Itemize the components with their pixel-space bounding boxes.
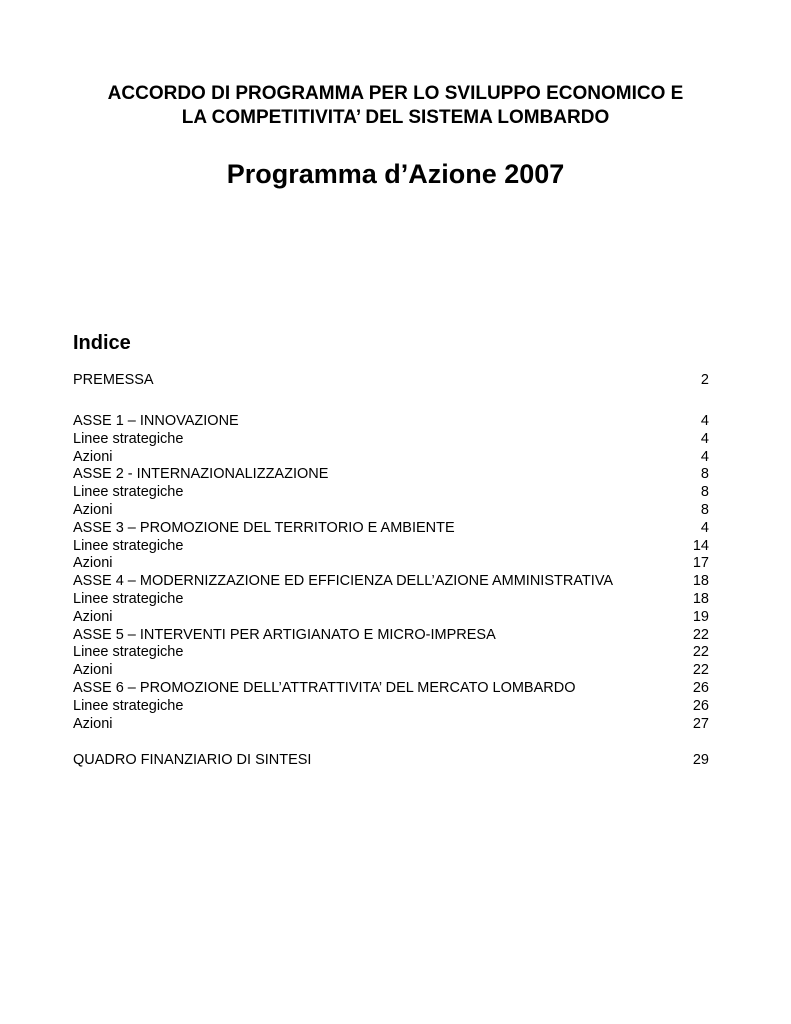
toc-entry (73, 413, 709, 431)
toc-entry (73, 555, 709, 573)
toc-entry-label: Azioni (73, 662, 113, 679)
toc-entry (73, 662, 709, 680)
toc-entry (73, 644, 709, 662)
toc-entry-page: 4 (700, 448, 709, 465)
toc-entry (73, 716, 709, 734)
toc-entry (73, 627, 709, 645)
toc-entry (73, 609, 709, 627)
toc-entry-page: 8 (700, 484, 709, 501)
toc-entry-label: Linee strategiche (73, 537, 184, 554)
toc-quadro (73, 752, 709, 770)
toc-main-list (73, 413, 709, 733)
toc-entry (73, 372, 709, 390)
toc-entry-label: ASSE 2 - INTERNAZIONALIZZAZIONE (73, 466, 329, 483)
toc-entry (73, 431, 709, 449)
toc-entry-label: ASSE 6 – PROMOZIONE DELL’ATTRATTIVITA’ DEL MERCATO LOMBARDO (73, 679, 576, 696)
toc-entry (73, 520, 709, 538)
toc-entry-label: Linee strategiche (73, 644, 184, 661)
toc-entry-label: Azioni (73, 608, 113, 625)
toc-entry-page: 19 (692, 608, 709, 625)
toc-entry-page: 18 (692, 573, 709, 590)
toc-entry-page: 14 (692, 537, 709, 554)
agreement-title-line-2: LA COMPETITIVITA’ DEL SISTEMA LOMBARDO (181, 107, 610, 128)
toc-entry-page: 18 (692, 590, 709, 607)
toc-entry (73, 752, 709, 770)
toc-entry (73, 449, 709, 467)
toc-entry-label: QUADRO FINANZIARIO DI SINTESI (73, 752, 312, 768)
toc-entry-page: 29 (692, 752, 709, 768)
toc-entry-page: 27 (692, 715, 709, 732)
toc-entry-page: 26 (692, 697, 709, 714)
toc-entry-page: 17 (692, 555, 709, 572)
agreement-title-line-1: ACCORDO DI PROGRAMMA PER LO SVILUPPO ECONOMICO E (107, 83, 684, 104)
toc-entry-label: Linee strategiche (73, 697, 184, 714)
toc-entry-page: 26 (692, 679, 709, 696)
toc-entry-label: ASSE 1 – INNOVAZIONE (73, 413, 239, 429)
toc-entry-page: 22 (692, 644, 709, 661)
toc-entry (73, 680, 709, 698)
toc-entry-label: Azioni (73, 555, 113, 572)
toc-entry-label: Linee strategiche (73, 590, 184, 607)
toc-entry-label: Linee strategiche (73, 430, 184, 447)
toc-premessa (73, 372, 709, 390)
agreement-title (0, 82, 791, 130)
toc-entry-label: ASSE 4 – MODERNIZZAZIONE ED EFFICIENZA DELL’AZIONE AMMINISTRATIVA (73, 573, 614, 590)
toc-entry-label: ASSE 5 – INTERVENTI PER ARTIGIANATO E MICRO-IMPRESA (73, 626, 496, 643)
toc-entry-page: 8 (700, 466, 709, 483)
toc-entry (73, 538, 709, 556)
toc-entry (73, 573, 709, 591)
toc-entry-page: 4 (700, 413, 709, 429)
toc-entry-label: Linee strategiche (73, 484, 184, 501)
toc-entry-label: Azioni (73, 501, 113, 518)
toc-entry-label: Azioni (73, 448, 113, 465)
toc-entry-page: 2 (700, 372, 709, 388)
toc-entry (73, 466, 709, 484)
toc-entry (73, 502, 709, 520)
toc-entry-label: PREMESSA (73, 372, 154, 388)
toc-entry-page: 4 (700, 430, 709, 447)
toc-entry-page: 22 (692, 626, 709, 643)
program-title: Programma d’Azione 2007 (226, 159, 565, 189)
toc-entry (73, 591, 709, 609)
toc-entry-page: 4 (700, 519, 709, 536)
toc-entry-label: ASSE 3 – PROMOZIONE DEL TERRITORIO E AMBIENTE (73, 519, 455, 536)
toc-entry (73, 698, 709, 716)
toc-entry-label: Azioni (73, 715, 113, 732)
toc-entry-page: 8 (700, 501, 709, 518)
toc-entry-page: 22 (692, 662, 709, 679)
index-heading: Indice (73, 332, 131, 354)
toc-entry (73, 484, 709, 502)
